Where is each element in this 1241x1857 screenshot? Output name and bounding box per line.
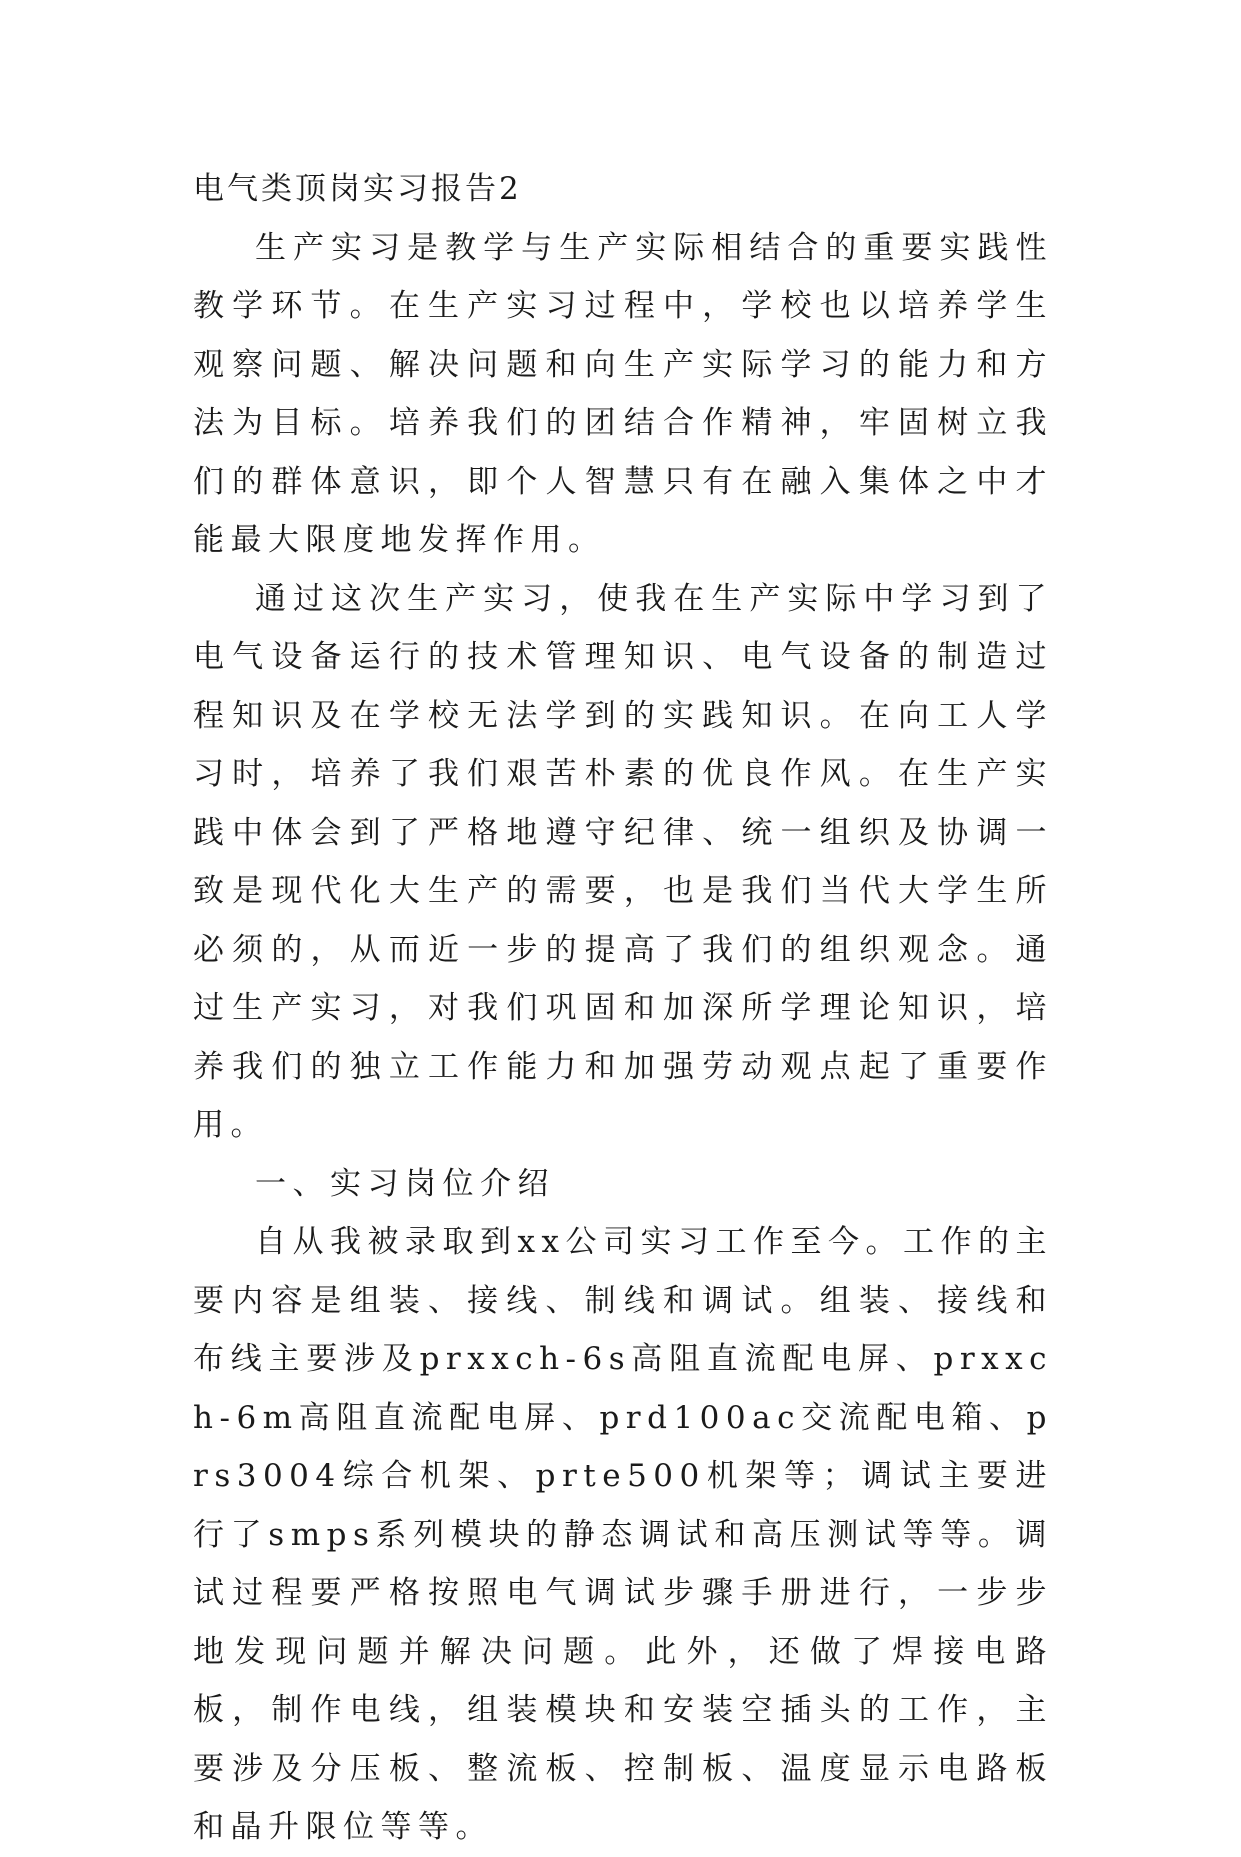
paragraph-job-description: 自从我被录取到xx公司实习工作至今。工作的主要内容是组装、接线、制线和调试。组装、接线和布线主要涉及prxxch-6s高阻直流配电屏、prxxch-6m高阻直流配电屏、prd100ac交流配电箱、prs3004综合机架、prte500机架等；调试主要进行了smps系列模块的静态调试和高压测试等等。调试过程要严格按照电气调试步骤手册进行，一步步地发现问题并解决问题。此外，还做了焊接电路板，制作电线，组装模块和安装空插头的工作，主要涉及分压板、整流板、控制板、温度显示电路板和晶升限位等等。 xyxy=(193,1224,1053,1845)
paragraph-intro: 生产实习是教学与生产实际相结合的重要实践性教学环节。在生产实习过程中，学校也以培养学生观察问题、解决问题和向生产实际学习的能力和方法为目标。培养我们的团结合作精神，牢固树立我们的群体意识，即个人智慧只有在融入集体之中才能最大限度地发挥作用。 xyxy=(193,229,1053,558)
document-page xyxy=(193,160,1053,1857)
section-heading: 一、实习岗位介绍 xyxy=(255,1165,555,1202)
paragraph-experience: 通过这次生产实习，使我在生产实际中学习到了电气设备运行的技术管理知识、电气设备的制造过程知识及在学校无法学到的实践知识。在向工人学习时，培养了我们艰苦朴素的优良作风。在生产实践中体会到了严格地遵守纪律、统一组织及协调一致是现代化大生产的需要，也是我们当代大学生所必须的，从而近一步的提高了我们的组织观念。通过生产实习，对我们巩固和加深所学理论知识，培养我们的独立工作能力和加强劳动观点起了重要作用。 xyxy=(193,580,1053,1143)
document-title: 电气类顶岗实习报告2 xyxy=(193,171,522,207)
